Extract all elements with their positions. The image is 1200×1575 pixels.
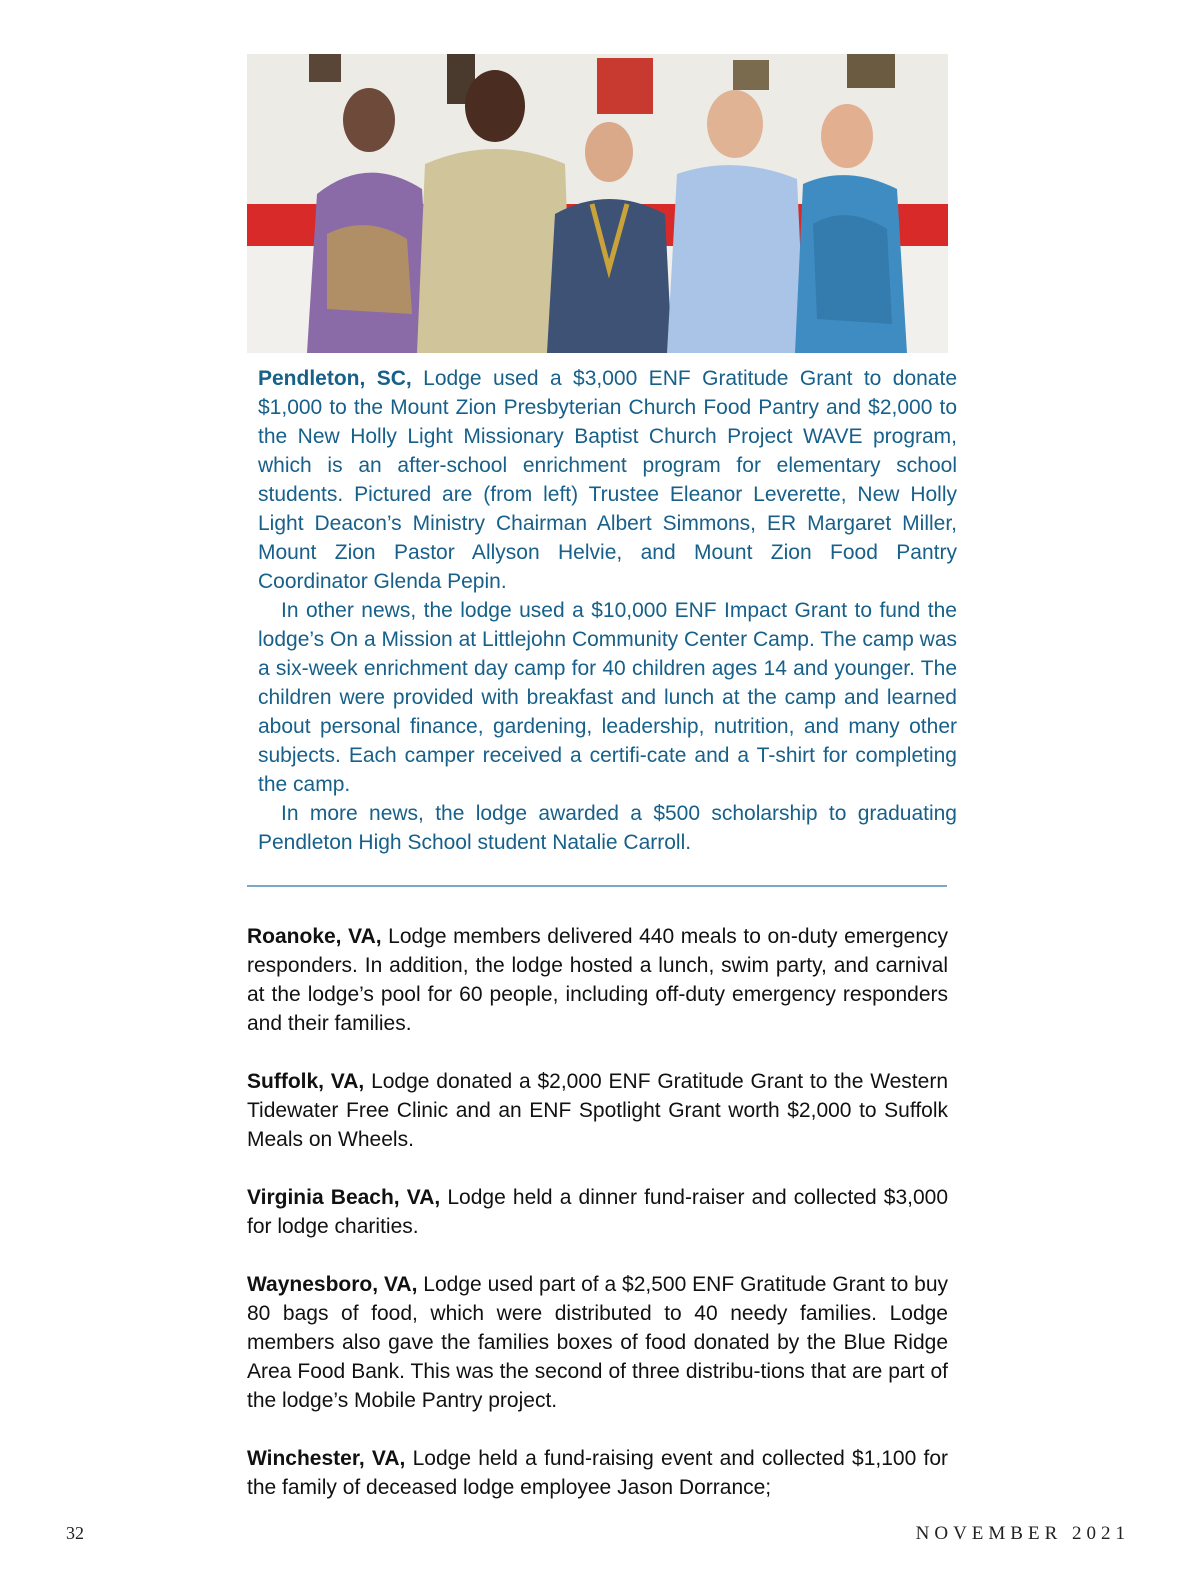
page-number: 32 [66, 1523, 84, 1543]
news-lead: Waynesboro, VA, [247, 1273, 418, 1296]
news-text: Lodge held a fund-raising event and collected $1,100 for the family of deceased lodge employee Jason Dorrance; [247, 1447, 949, 1499]
sidebar-paragraph: In more news, the lodge awarded a $500 scholarship to graduating Pendleton High School student Natalie Carroll. [258, 802, 957, 854]
news-lead: Roanoke, VA, [247, 925, 382, 948]
news-lead: Virginia Beach, VA, [247, 1186, 441, 1209]
news-text: Lodge members delivered 440 meals to on-duty emergency responders. In addition, the lodge hosted a lunch, swim party, and carnival at the lodge’s pool for 60 people, including off-duty emergency responders and their families. [247, 925, 948, 1035]
news-item [247, 1444, 948, 1502]
news-item [247, 1270, 948, 1415]
news-text: Lodge donated a $2,000 ENF Gratitude Grant to the Western Tidewater Free Clinic and an ENF Spotlight Grant worth $2,000 to Suffolk Meals on Wheels. [247, 1070, 948, 1151]
sidebar-text: Lodge used a $3,000 ENF Gratitude Grant to donate $1,000 to the Mount Zion Presbyterian Church Food Pantry and $2,000 to the New Holly Light Missionary Baptist Church Project WAVE program, which is an after-school enrichment program for elementary school students. Pictured are (from left) Trustee Eleanor Leverette, New Holly Light Deacon’s Ministry Chairman Albert Simmons, ER Margaret Miller, Mount Zion Pastor Allyson Helvie, and Mount Zion Food Pantry Coordinator Glenda Pepin. [258, 367, 957, 593]
news-text: Lodge used part of a $2,500 ENF Gratitude Grant to buy 80 bags of food, which were distributed to 40 needy families. Lodge members also gave the families boxes of food donated by the Blue Ridge Area Food Bank. This was the second of three distribu-tions that are part of the lodge’s Mobile Pantry project. [247, 1273, 949, 1412]
sidebar-paragraph: In other news, the lodge used a $10,000 ENF Impact Grant to fund the lodge’s On a Mission at Littlejohn Community Center Camp. The camp was a six-week enrichment day camp for 40 children ages 14 and younger. The children were provided with breakfast and lunch at the camp and learned about personal finance, gardening, leadership, nutrition, and many other subjects. Each camper received a certifi-cate and a T-shirt for completing the camp. [258, 599, 957, 796]
news-item [247, 1183, 948, 1241]
news-lead: Winchester, VA, [247, 1447, 406, 1470]
pendleton-sidebar [258, 364, 957, 857]
section-divider [247, 885, 947, 887]
news-lead: Suffolk, VA, [247, 1070, 365, 1093]
group-photo [247, 54, 948, 353]
news-item [247, 922, 948, 1038]
news-item [247, 1067, 948, 1154]
issue-date: NOVEMBER 2021 [915, 1523, 1130, 1544]
lodge-news-list [247, 922, 948, 1531]
news-text: Lodge held a dinner fund-raiser and collected $3,000 for lodge charities. [247, 1186, 949, 1238]
sidebar-lead: Pendleton, SC, [258, 367, 412, 390]
sidebar-paragraph [258, 364, 957, 596]
